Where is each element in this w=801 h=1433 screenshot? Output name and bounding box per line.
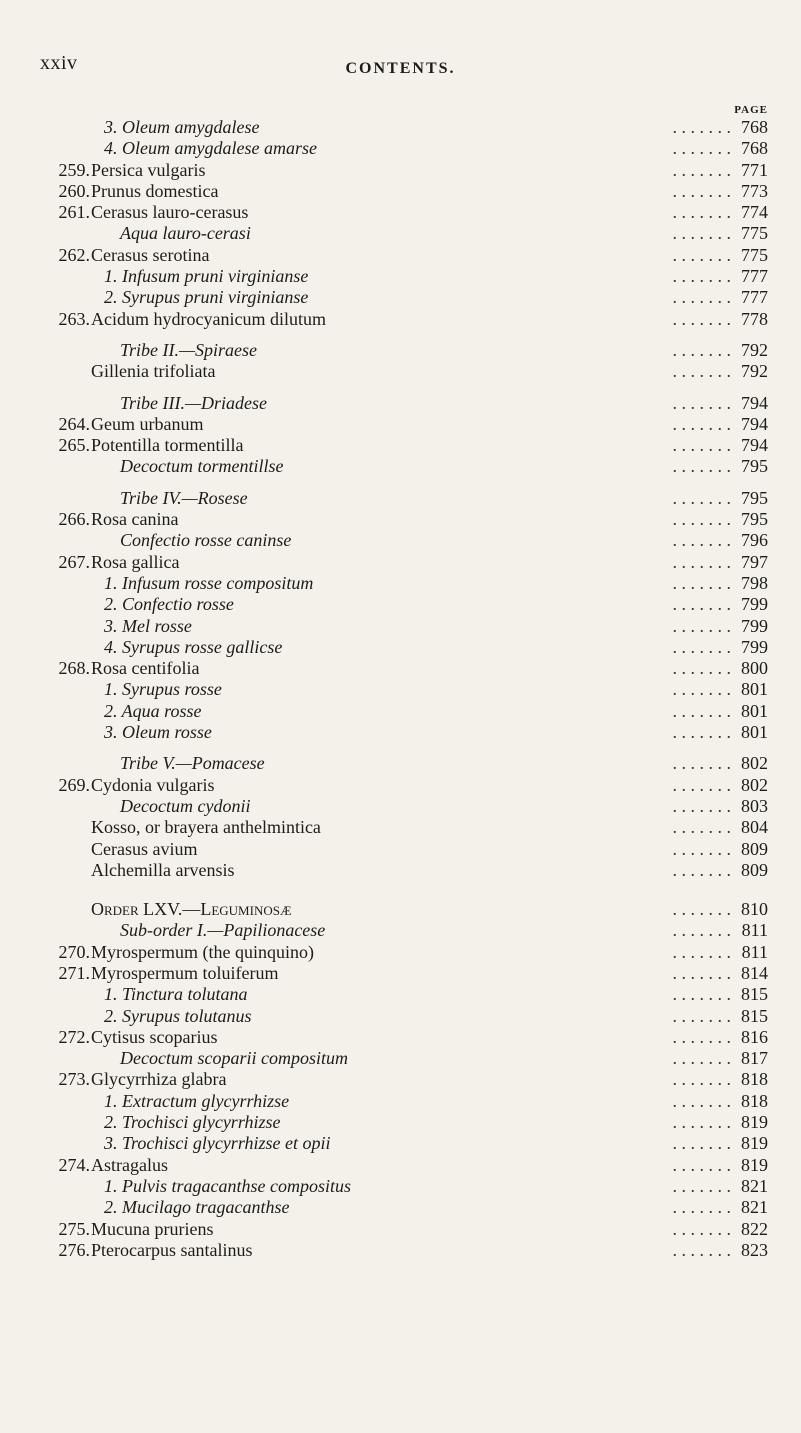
entry-title: Decoctum cydonii xyxy=(120,795,251,816)
entry-number: 267. xyxy=(58,551,90,572)
entry-page: 775 xyxy=(741,244,768,265)
entry-title: Cytisus scoparius xyxy=(91,1026,218,1047)
contents-entry xyxy=(0,920,801,941)
entry-page: 809 xyxy=(741,838,768,859)
contents-entry xyxy=(0,435,801,456)
entry-number: 274. xyxy=(58,1154,90,1175)
dot-leader: . . . . . . . xyxy=(672,817,731,838)
entry-title: Prunus domestica xyxy=(91,180,219,201)
dot-leader: . . . . . . . xyxy=(672,636,731,657)
dot-leader: . . . . . . . xyxy=(672,244,731,265)
entry-page: 777 xyxy=(741,287,768,308)
dot-leader: . . . . . . . xyxy=(672,679,731,700)
entry-page: 799 xyxy=(741,594,768,615)
entry-title: Rosa centifolia xyxy=(91,658,200,679)
dot-leader: . . . . . . . xyxy=(672,795,731,816)
dot-leader: . . . . . . . xyxy=(672,266,731,287)
entry-page: 802 xyxy=(741,774,768,795)
entry-page: 768 xyxy=(741,138,768,159)
entry-page: 816 xyxy=(741,1026,768,1047)
dot-leader: . . . . . . . xyxy=(672,1197,731,1218)
entry-title: 2. Trochisci glycyrrhizse xyxy=(104,1112,281,1133)
entry-page: 794 xyxy=(741,435,768,456)
entry-title: 2. Mucilago tragacanthse xyxy=(104,1197,290,1218)
entry-page: 803 xyxy=(741,795,768,816)
entry-title: 2. Aqua rosse xyxy=(104,700,202,721)
contents-entry xyxy=(0,181,801,202)
dot-leader: . . . . . . . xyxy=(672,984,731,1005)
entry-page: 811 xyxy=(741,920,768,941)
entry-page: 795 xyxy=(741,456,768,477)
dot-leader: . . . . . . . xyxy=(672,1069,731,1090)
dot-leader: . . . . . . . xyxy=(672,1112,731,1133)
dot-leader: . . . . . . . xyxy=(672,509,731,530)
entry-page: 819 xyxy=(741,1112,768,1133)
contents-entry xyxy=(0,753,801,774)
contents-entry xyxy=(0,899,801,920)
entry-number: 272. xyxy=(58,1026,90,1047)
entry-page: 815 xyxy=(741,1005,768,1026)
entry-page: 773 xyxy=(741,180,768,201)
entry-page: 792 xyxy=(741,339,768,360)
contents-entry xyxy=(0,573,801,594)
entry-page: 794 xyxy=(741,413,768,434)
entry-title: Confectio rosse caninse xyxy=(120,530,292,551)
contents-entry xyxy=(0,942,801,963)
entry-title: Aqua lauro-cerasi xyxy=(120,223,251,244)
entry-page: 795 xyxy=(741,509,768,530)
dot-leader: . . . . . . . xyxy=(672,859,731,880)
entry-page: 794 xyxy=(741,392,768,413)
entry-title: 2. Syrupus pruni virginianse xyxy=(104,287,309,308)
entry-number: 270. xyxy=(58,941,90,962)
contents-entry xyxy=(0,817,801,838)
entry-page: 821 xyxy=(741,1197,768,1218)
contents-entry xyxy=(0,1069,801,1090)
entry-title: 3. Mel rosse xyxy=(104,615,192,636)
entry-title: Cerasus lauro-cerasus xyxy=(91,202,249,223)
dot-leader: . . . . . . . xyxy=(672,551,731,572)
dot-leader: . . . . . . . xyxy=(672,435,731,456)
entry-title: Tribe III.—Driadese xyxy=(120,392,267,413)
entry-page: 810 xyxy=(741,899,768,920)
entry-title: Order LXV.—Leguminosæ xyxy=(91,899,292,920)
entry-number: 268. xyxy=(58,658,90,679)
dot-leader: . . . . . . . xyxy=(672,1026,731,1047)
entry-number: 261. xyxy=(58,202,90,223)
entry-page: 811 xyxy=(741,941,768,962)
dot-leader: . . . . . . . xyxy=(672,615,731,636)
entry-title: Tribe IV.—Rosese xyxy=(120,487,248,508)
dot-leader: . . . . . . . xyxy=(672,722,731,743)
contents-entry xyxy=(0,658,801,679)
entry-title: Rosa gallica xyxy=(91,551,180,572)
entry-title: 1. Pulvis tragacanthse compositus xyxy=(104,1175,351,1196)
entry-title: 2. Syrupus tolutanus xyxy=(104,1005,252,1026)
page-title: CONTENTS. xyxy=(345,60,456,77)
entry-title: Pterocarpus santalinus xyxy=(91,1239,253,1260)
dot-leader: . . . . . . . xyxy=(672,287,731,308)
entry-title: 3. Oleum rosse xyxy=(104,722,212,743)
entry-title: Decoctum tormentillse xyxy=(120,456,284,477)
dot-leader: . . . . . . . xyxy=(672,941,731,962)
dot-leader: . . . . . . . xyxy=(672,1048,731,1069)
entry-page: 797 xyxy=(741,551,768,572)
contents-entry xyxy=(0,1197,801,1218)
dot-leader: . . . . . . . xyxy=(672,572,731,593)
dot-leader: . . . . . . . xyxy=(672,1090,731,1111)
entry-page: 822 xyxy=(741,1218,768,1239)
contents-entry xyxy=(0,860,801,881)
entry-page: 799 xyxy=(741,636,768,657)
contents-entry xyxy=(0,1027,801,1048)
contents-entry xyxy=(0,202,801,223)
entry-title: 3. Oleum amygdalese xyxy=(104,117,260,137)
entry-page: 814 xyxy=(741,962,768,983)
dot-leader: . . . . . . . xyxy=(672,413,731,434)
entry-number: 263. xyxy=(58,308,90,329)
dot-leader: . . . . . . . xyxy=(672,487,731,508)
entry-title: 1. Infusum rosse compositum xyxy=(104,572,314,593)
entry-page: 795 xyxy=(741,487,768,508)
contents-entry xyxy=(0,679,801,700)
contents-entry xyxy=(0,160,801,181)
entry-page: 809 xyxy=(741,859,768,880)
entry-number: 276. xyxy=(58,1239,90,1260)
dot-leader: . . . . . . . xyxy=(672,838,731,859)
entry-title: Glycyrrhiza glabra xyxy=(91,1069,227,1090)
entry-page: 778 xyxy=(741,308,768,329)
entry-title: Acidum hydrocyanicum dilutum xyxy=(91,308,326,329)
dot-leader: . . . . . . . xyxy=(672,530,731,551)
dot-leader: . . . . . . . xyxy=(672,223,731,244)
contents-entry xyxy=(0,1133,801,1154)
entry-page: 792 xyxy=(741,361,768,382)
entry-title: Sub-order I.—Papilionacese xyxy=(120,920,326,941)
entry-number: 273. xyxy=(58,1069,90,1090)
entry-page: 818 xyxy=(741,1090,768,1111)
contents-entry xyxy=(0,138,801,159)
contents-entry xyxy=(0,616,801,637)
contents-entry xyxy=(0,1048,801,1069)
dot-leader: . . . . . . . xyxy=(672,1005,731,1026)
entry-page: 801 xyxy=(741,679,768,700)
entry-title: Tribe V.—Pomacese xyxy=(120,753,265,774)
entry-number: 275. xyxy=(58,1218,90,1239)
dot-leader: . . . . . . . xyxy=(672,1175,731,1196)
entry-page: 800 xyxy=(741,658,768,679)
contents-entry xyxy=(0,488,801,509)
entry-title: Persica vulgaris xyxy=(91,159,206,180)
contents-entry xyxy=(0,552,801,573)
dot-leader: . . . . . . . xyxy=(672,594,731,615)
page-column-label: PAGE xyxy=(734,104,768,116)
contents-entry xyxy=(0,637,801,658)
entry-page: 777 xyxy=(741,266,768,287)
contents-entry xyxy=(0,530,801,551)
contents-entry xyxy=(0,393,801,414)
entry-title: 3. Trochisci glycyrrhizse et opii xyxy=(104,1133,331,1154)
entry-page: 819 xyxy=(741,1154,768,1175)
contents-entry xyxy=(0,839,801,860)
contents-entry xyxy=(0,1091,801,1112)
entry-page: 801 xyxy=(741,722,768,743)
entry-number: 260. xyxy=(58,180,90,201)
contents-entry xyxy=(0,1155,801,1176)
dot-leader: . . . . . . . xyxy=(672,392,731,413)
entry-title: Tribe II.—Spiraese xyxy=(120,339,257,360)
entry-title: 4. Syrupus rosse gallicse xyxy=(104,636,283,657)
entry-title: Astragalus xyxy=(91,1154,168,1175)
dot-leader: . . . . . . . xyxy=(672,962,731,983)
dot-leader: . . . . . . . xyxy=(672,1218,731,1239)
entry-title: 2. Confectio rosse xyxy=(104,594,234,615)
dot-leader: . . . . . . . xyxy=(672,180,731,201)
entry-page: 801 xyxy=(741,700,768,721)
entry-title: 4. Oleum amygdalese amarse xyxy=(104,138,317,159)
contents-entry xyxy=(0,984,801,1005)
contents-entry xyxy=(0,722,801,743)
dot-leader: . . . . . . . xyxy=(672,899,731,920)
dot-leader: . . . . . . . xyxy=(672,117,731,137)
contents-entry xyxy=(0,309,801,330)
dot-leader: . . . . . . . xyxy=(672,658,731,679)
dot-leader: . . . . . . . xyxy=(672,1239,731,1260)
entry-number: 259. xyxy=(58,159,90,180)
contents-entry xyxy=(0,266,801,287)
dot-leader: . . . . . . . xyxy=(672,339,731,360)
entry-page: 798 xyxy=(741,572,768,593)
contents-entry xyxy=(0,1112,801,1133)
dot-leader: . . . . . . . xyxy=(672,774,731,795)
entry-title: Mucuna pruriens xyxy=(91,1218,214,1239)
entry-page: 819 xyxy=(741,1133,768,1154)
dot-leader: . . . . . . . xyxy=(672,920,731,941)
entry-number: 271. xyxy=(58,962,90,983)
contents-entry xyxy=(0,1240,801,1261)
entry-number: 266. xyxy=(58,509,90,530)
entry-page: 804 xyxy=(741,817,768,838)
entry-title: Rosa canina xyxy=(91,509,179,530)
dot-leader: . . . . . . . xyxy=(672,308,731,329)
entry-title: Alchemilla arvensis xyxy=(91,859,235,880)
contents-entry xyxy=(0,796,801,817)
dot-leader: . . . . . . . xyxy=(672,1133,731,1154)
contents-entry xyxy=(0,456,801,477)
contents-list xyxy=(0,117,801,1261)
dot-leader: . . . . . . . xyxy=(672,138,731,159)
entry-page: 802 xyxy=(741,753,768,774)
entry-page: 821 xyxy=(741,1175,768,1196)
contents-entry xyxy=(0,1176,801,1197)
entry-title: 1. Extractum glycyrrhizse xyxy=(104,1090,290,1111)
entry-page: 817 xyxy=(741,1048,768,1069)
entry-page: 815 xyxy=(741,984,768,1005)
entry-title: Cydonia vulgaris xyxy=(91,774,215,795)
entry-number: 262. xyxy=(58,244,90,265)
entry-title: 1. Syrupus rosse xyxy=(104,679,222,700)
dot-leader: . . . . . . . xyxy=(672,700,731,721)
page-number-roman: xxiv xyxy=(40,52,78,74)
dot-leader: . . . . . . . xyxy=(672,456,731,477)
dot-leader: . . . . . . . xyxy=(672,159,731,180)
contents-entry xyxy=(0,361,801,382)
entry-title: Kosso, or brayera anthelmintica xyxy=(91,817,321,838)
contents-entry xyxy=(0,287,801,308)
dot-leader: . . . . . . . xyxy=(672,1154,731,1175)
entry-page: 774 xyxy=(741,202,768,223)
entry-title: 1. Tinctura tolutana xyxy=(104,984,248,1005)
contents-entry xyxy=(0,245,801,266)
entry-number: 265. xyxy=(58,435,90,456)
entry-title: Geum urbanum xyxy=(91,413,204,434)
entry-title: Gillenia trifoliata xyxy=(91,361,216,382)
entry-page: 799 xyxy=(741,615,768,636)
entry-page: 768 xyxy=(741,117,768,137)
entry-page: 775 xyxy=(741,223,768,244)
contents-entry xyxy=(0,701,801,722)
entry-title: 1. Infusum pruni virginianse xyxy=(104,266,309,287)
entry-page: 771 xyxy=(741,159,768,180)
contents-entry xyxy=(0,594,801,615)
entry-number: 269. xyxy=(58,774,90,795)
entry-title: Potentilla tormentilla xyxy=(91,435,244,456)
entry-title: Decoctum scoparii compositum xyxy=(120,1048,348,1069)
entry-page: 823 xyxy=(741,1239,768,1260)
contents-entry xyxy=(0,117,801,138)
contents-entry xyxy=(0,963,801,984)
contents-entry xyxy=(0,775,801,796)
dot-leader: . . . . . . . xyxy=(672,753,731,774)
contents-entry xyxy=(0,223,801,244)
entry-title: Cerasus serotina xyxy=(91,244,210,265)
contents-entry xyxy=(0,1219,801,1240)
entry-page: 796 xyxy=(741,530,768,551)
dot-leader: . . . . . . . xyxy=(672,202,731,223)
entry-number: 264. xyxy=(58,413,90,434)
entry-title: Myrospermum toluiferum xyxy=(91,962,279,983)
contents-entry xyxy=(0,414,801,435)
entry-title: Cerasus avium xyxy=(91,838,198,859)
entry-title: Myrospermum (the quinquino) xyxy=(91,941,314,962)
contents-entry xyxy=(0,340,801,361)
entry-page: 818 xyxy=(741,1069,768,1090)
dot-leader: . . . . . . . xyxy=(672,361,731,382)
contents-entry xyxy=(0,509,801,530)
contents-entry xyxy=(0,1006,801,1027)
